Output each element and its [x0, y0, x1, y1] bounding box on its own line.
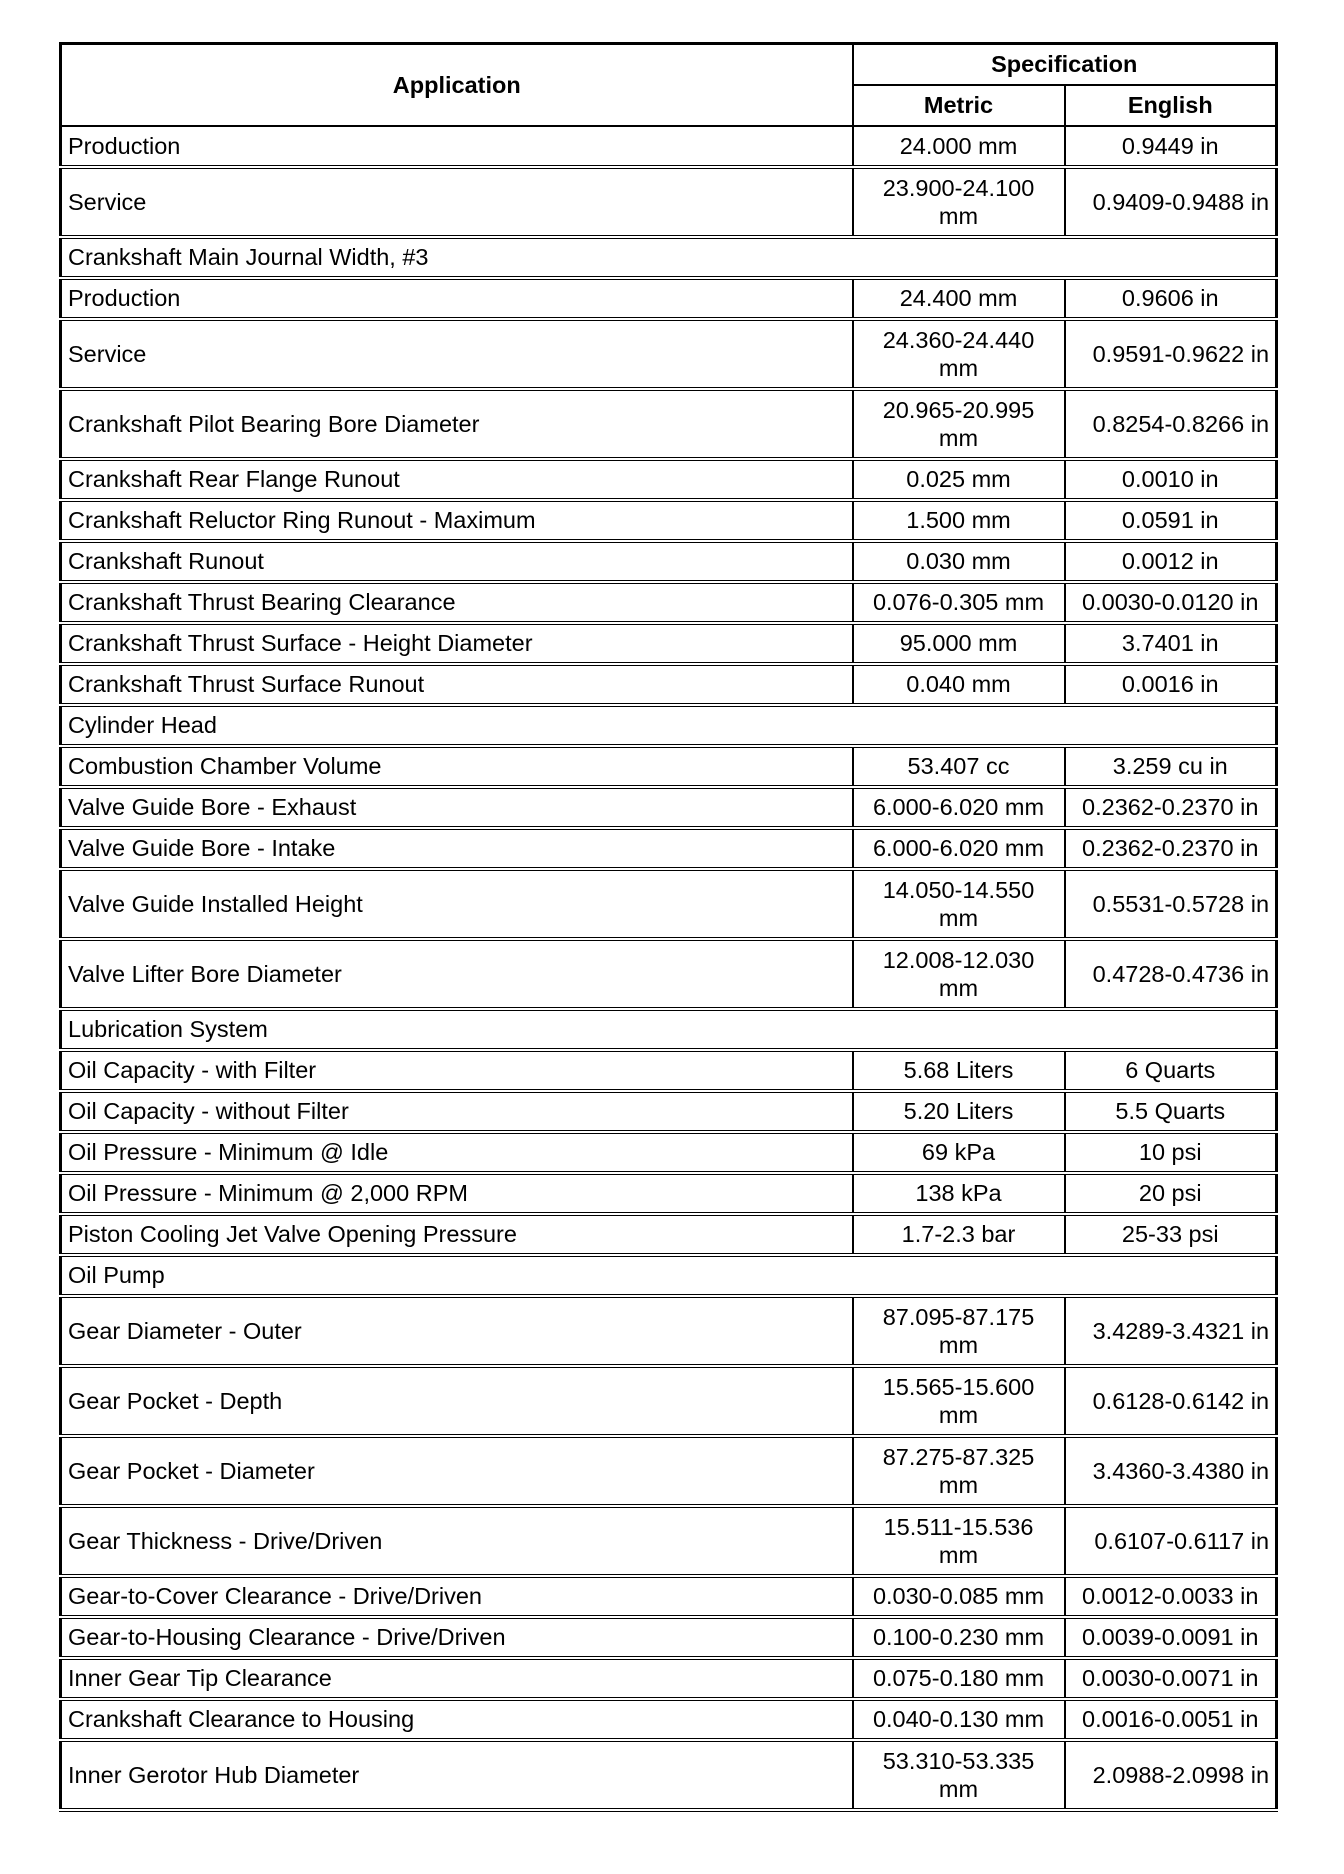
metric-cell: 15.511-15.536 mm	[853, 1506, 1065, 1576]
english-cell: 0.0591 in	[1065, 500, 1277, 541]
application-cell: Crankshaft Clearance to Housing	[61, 1699, 853, 1740]
table-row	[61, 1091, 1277, 1132]
table-row	[61, 459, 1277, 500]
application-cell: Crankshaft Rear Flange Runout	[61, 459, 853, 500]
english-cell: 0.0010 in	[1065, 459, 1277, 500]
application-cell: Gear Diameter - Outer	[61, 1296, 853, 1366]
english-cell: 0.5531-0.5728 in	[1065, 869, 1277, 939]
application-cell: Valve Guide Bore - Intake	[61, 828, 853, 869]
table-row	[61, 278, 1277, 319]
metric-cell: 12.008-12.030 mm	[853, 939, 1065, 1009]
english-column-header: English	[1065, 85, 1277, 126]
application-cell: Inner Gerotor Hub Diameter	[61, 1740, 853, 1810]
english-cell: 0.9591-0.9622 in	[1065, 319, 1277, 389]
english-cell: 6 Quarts	[1065, 1050, 1277, 1091]
metric-cell: 1.7-2.3 bar	[853, 1214, 1065, 1255]
application-cell: Gear-to-Cover Clearance - Drive/Driven	[61, 1576, 853, 1617]
application-cell: Oil Capacity - with Filter	[61, 1050, 853, 1091]
metric-cell: 24.400 mm	[853, 278, 1065, 319]
table-row	[61, 939, 1277, 1009]
metric-cell: 0.076-0.305 mm	[853, 582, 1065, 623]
application-cell: Crankshaft Thrust Surface Runout	[61, 664, 853, 705]
application-cell: Gear Pocket - Diameter	[61, 1436, 853, 1506]
table-row	[61, 1173, 1277, 1214]
application-cell: Valve Guide Installed Height	[61, 869, 853, 939]
table-row	[61, 1436, 1277, 1506]
section-title: Oil Pump	[61, 1255, 1277, 1296]
metric-cell: 20.965-20.995 mm	[853, 389, 1065, 459]
application-cell: Combustion Chamber Volume	[61, 746, 853, 787]
metric-cell: 24.360-24.440 mm	[853, 319, 1065, 389]
metric-cell: 6.000-6.020 mm	[853, 828, 1065, 869]
specification-column-header: Specification	[853, 44, 1277, 85]
application-cell: Gear Thickness - Drive/Driven	[61, 1506, 853, 1576]
application-cell: Service	[61, 319, 853, 389]
application-cell: Gear Pocket - Depth	[61, 1366, 853, 1436]
metric-cell: 24.000 mm	[853, 126, 1065, 167]
table-row	[61, 389, 1277, 459]
section-title: Cylinder Head	[61, 705, 1277, 746]
english-cell: 0.0016 in	[1065, 664, 1277, 705]
english-cell: 0.0016-0.0051 in	[1065, 1699, 1277, 1740]
metric-column-header: Metric	[853, 85, 1065, 126]
metric-cell: 53.407 cc	[853, 746, 1065, 787]
english-cell: 3.4289-3.4321 in	[1065, 1296, 1277, 1366]
specification-table	[59, 42, 1278, 1812]
application-cell: Valve Lifter Bore Diameter	[61, 939, 853, 1009]
metric-cell: 0.025 mm	[853, 459, 1065, 500]
application-cell: Gear-to-Housing Clearance - Drive/Driven	[61, 1617, 853, 1658]
table-row	[61, 126, 1277, 167]
application-cell: Crankshaft Runout	[61, 541, 853, 582]
metric-cell: 53.310-53.335 mm	[853, 1740, 1065, 1810]
table-row	[61, 1214, 1277, 1255]
english-cell: 0.0030-0.0071 in	[1065, 1658, 1277, 1699]
table-row	[61, 746, 1277, 787]
application-cell: Inner Gear Tip Clearance	[61, 1658, 853, 1699]
application-cell: Crankshaft Thrust Bearing Clearance	[61, 582, 853, 623]
application-cell: Oil Pressure - Minimum @ Idle	[61, 1132, 853, 1173]
table-row	[61, 1617, 1277, 1658]
table-row	[61, 1050, 1277, 1091]
table-row	[61, 500, 1277, 541]
table-row	[61, 1506, 1277, 1576]
section-header-row	[61, 705, 1277, 746]
application-cell: Oil Pressure - Minimum @ 2,000 RPM	[61, 1173, 853, 1214]
table-row	[61, 828, 1277, 869]
subsection-header-row	[61, 237, 1277, 278]
table-row	[61, 1132, 1277, 1173]
section-title: Lubrication System	[61, 1009, 1277, 1050]
english-cell: 5.5 Quarts	[1065, 1091, 1277, 1132]
english-cell: 0.0039-0.0091 in	[1065, 1617, 1277, 1658]
english-cell: 0.0030-0.0120 in	[1065, 582, 1277, 623]
english-cell: 0.9449 in	[1065, 126, 1277, 167]
metric-cell: 0.100-0.230 mm	[853, 1617, 1065, 1658]
table-row	[61, 319, 1277, 389]
metric-cell: 0.030-0.085 mm	[853, 1576, 1065, 1617]
table-row	[61, 167, 1277, 237]
application-cell: Production	[61, 278, 853, 319]
metric-cell: 5.20 Liters	[853, 1091, 1065, 1132]
english-cell: 3.4360-3.4380 in	[1065, 1436, 1277, 1506]
metric-cell: 87.095-87.175 mm	[853, 1296, 1065, 1366]
english-cell: 0.6128-0.6142 in	[1065, 1366, 1277, 1436]
table-row	[61, 541, 1277, 582]
section-header-row	[61, 1255, 1277, 1296]
table-row	[61, 869, 1277, 939]
metric-cell: 95.000 mm	[853, 623, 1065, 664]
metric-cell: 0.075-0.180 mm	[853, 1658, 1065, 1699]
english-cell: 25-33 psi	[1065, 1214, 1277, 1255]
english-cell: 0.4728-0.4736 in	[1065, 939, 1277, 1009]
english-cell: 0.9409-0.9488 in	[1065, 167, 1277, 237]
english-cell: 0.0012-0.0033 in	[1065, 1576, 1277, 1617]
english-cell: 0.6107-0.6117 in	[1065, 1506, 1277, 1576]
english-cell: 10 psi	[1065, 1132, 1277, 1173]
table-row	[61, 1576, 1277, 1617]
application-cell: Crankshaft Thrust Surface - Height Diameter	[61, 623, 853, 664]
english-cell: 0.2362-0.2370 in	[1065, 787, 1277, 828]
metric-cell: 1.500 mm	[853, 500, 1065, 541]
table-row	[61, 1366, 1277, 1436]
specification-table-body	[61, 126, 1277, 1810]
metric-cell: 138 kPa	[853, 1173, 1065, 1214]
english-cell: 2.0988-2.0998 in	[1065, 1740, 1277, 1810]
table-row	[61, 664, 1277, 705]
table-row	[61, 1658, 1277, 1699]
application-cell: Crankshaft Reluctor Ring Runout - Maximum	[61, 500, 853, 541]
table-row	[61, 1740, 1277, 1810]
table-row	[61, 787, 1277, 828]
table-row	[61, 1699, 1277, 1740]
application-cell: Crankshaft Pilot Bearing Bore Diameter	[61, 389, 853, 459]
metric-cell: 15.565-15.600 mm	[853, 1366, 1065, 1436]
section-header-row	[61, 1009, 1277, 1050]
application-cell: Service	[61, 167, 853, 237]
english-cell: 0.2362-0.2370 in	[1065, 828, 1277, 869]
table-row	[61, 1296, 1277, 1366]
application-cell: Piston Cooling Jet Valve Opening Pressure	[61, 1214, 853, 1255]
application-cell: Oil Capacity - without Filter	[61, 1091, 853, 1132]
metric-cell: 0.030 mm	[853, 541, 1065, 582]
english-cell: 0.0012 in	[1065, 541, 1277, 582]
application-cell: Valve Guide Bore - Exhaust	[61, 787, 853, 828]
metric-cell: 87.275-87.325 mm	[853, 1436, 1065, 1506]
subsection-title: Crankshaft Main Journal Width, #3	[61, 237, 1277, 278]
table-row	[61, 582, 1277, 623]
metric-cell: 0.040 mm	[853, 664, 1065, 705]
metric-cell: 6.000-6.020 mm	[853, 787, 1065, 828]
metric-cell: 5.68 Liters	[853, 1050, 1065, 1091]
metric-cell: 23.900-24.100 mm	[853, 167, 1065, 237]
metric-cell: 0.040-0.130 mm	[853, 1699, 1065, 1740]
metric-cell: 14.050-14.550 mm	[853, 869, 1065, 939]
application-column-header: Application	[61, 44, 853, 126]
english-cell: 0.9606 in	[1065, 278, 1277, 319]
english-cell: 3.259 cu in	[1065, 746, 1277, 787]
application-cell: Production	[61, 126, 853, 167]
english-cell: 20 psi	[1065, 1173, 1277, 1214]
english-cell: 3.7401 in	[1065, 623, 1277, 664]
table-row	[61, 623, 1277, 664]
english-cell: 0.8254-0.8266 in	[1065, 389, 1277, 459]
metric-cell: 69 kPa	[853, 1132, 1065, 1173]
